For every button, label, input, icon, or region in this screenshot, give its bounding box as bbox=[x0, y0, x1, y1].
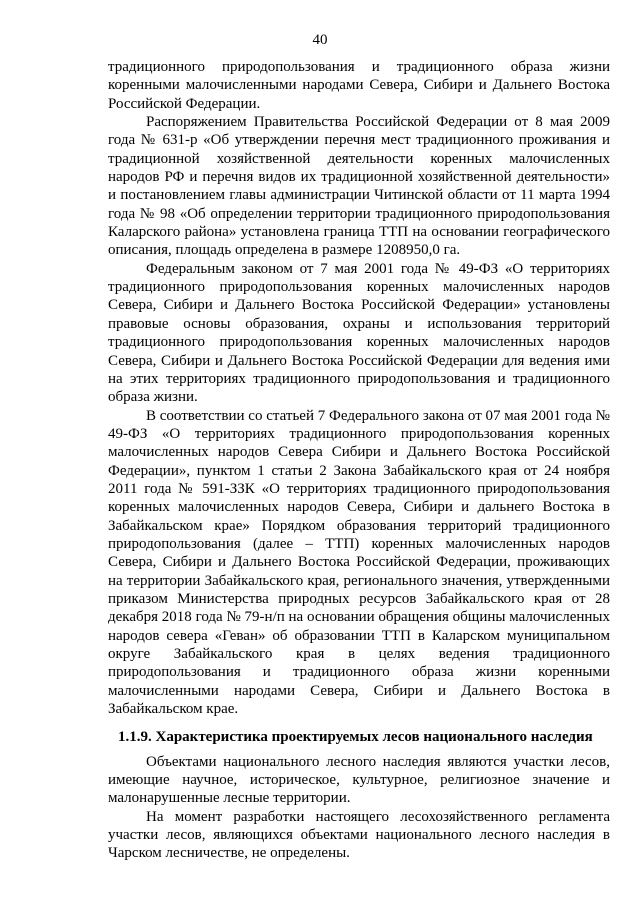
paragraph-federal-law: Федеральным законом от 7 мая 2001 года № 49-ФЗ «О территориях традиционного природопользования коренных малочисленных народов Севера, Сибири и Дальнего Востока Российской Федерации» установлены правовые основы образования, охраны и использования территорий традиционного природопользования коренных малочисленных народов Севера, Сибири и Дальнего Востока Российской Федерации для ведения ими на этих территориях традиционного природопользования и традиционного образа жизни. bbox=[108, 260, 610, 406]
section-heading: 1.1.9. Характеристика проектируемых лесов национального наследия bbox=[118, 729, 593, 746]
paragraph-heritage-status: На момент разработки настоящего лесохозяйственного регламента участки лесов, являющихся объектами национального лесного наследия в Чарском лесничестве, не определены. bbox=[108, 808, 610, 862]
page-number: 40 bbox=[312, 32, 328, 48]
document-body bbox=[108, 58, 610, 863]
paragraph-continuation: традиционного природопользования и традиционного образа жизни коренными малочисленными народами Севера, Сибири и Дальнего Востока Российской Федерации. bbox=[108, 59, 610, 112]
paragraph-heritage-objects: Объектами национального лесного наследия являются участки лесов, имеющие научное, историческое, культурное, религиозное значение и малонарушенные лесные территории. bbox=[108, 753, 610, 807]
paragraph-article-7: В соответствии со статьей 7 Федерального закона от 07 мая 2001 года № 49-ФЗ «О территориях традиционного природопользования коренных малочисленных народов Севера Сибири и Дальнего Востока Российской Федерации», пунктом 1 статьи 2 Закона Забайкальского края от 24 ноября 2011 года № 591-ЗЗК «О территориях традиционного природопользования коренных малочисленных народов Севера, Сибири и дальнего Востока в Забайкальском крае» Порядком образования территорий традиционного природопользования (далее – ТТП) коренных малочисленных народов Севера, Сибири и Дальнего Востока Российской Федерации, проживающих на территории Забайкальского края, регионального значения, утвержденными приказом Министерства природных ресурсов Забайкальского края от 28 декабря 2018 года № 79-н/п на основании обращения общины малочисленных народов севера «Геван» об образовании ТТП в Каларском муниципальном округе Забайкальского края в целях ведения традиционного природопользования и традиционного образа жизни коренными малочисленными народами Севера, Сибири и Дальнего Востока в Забайкальском крае. bbox=[108, 407, 610, 718]
paragraph-government-order: Распоряжением Правительства Российской Федерации от 8 мая 2009 года № 631-р «Об утверждении перечня мест традиционного проживания и традиционной хозяйственной деятельности коренных малочисленных народов РФ и перечня видов их традиционной хозяйственной деятельности» и постановлением главы администрации Читинской области от 11 марта 1994 года № 98 «Об определении территории традиционного природопользования Каларского района» установлена граница ТТП на основании географического описания, площадь определена в размере 1208950,0 га. bbox=[108, 114, 610, 259]
